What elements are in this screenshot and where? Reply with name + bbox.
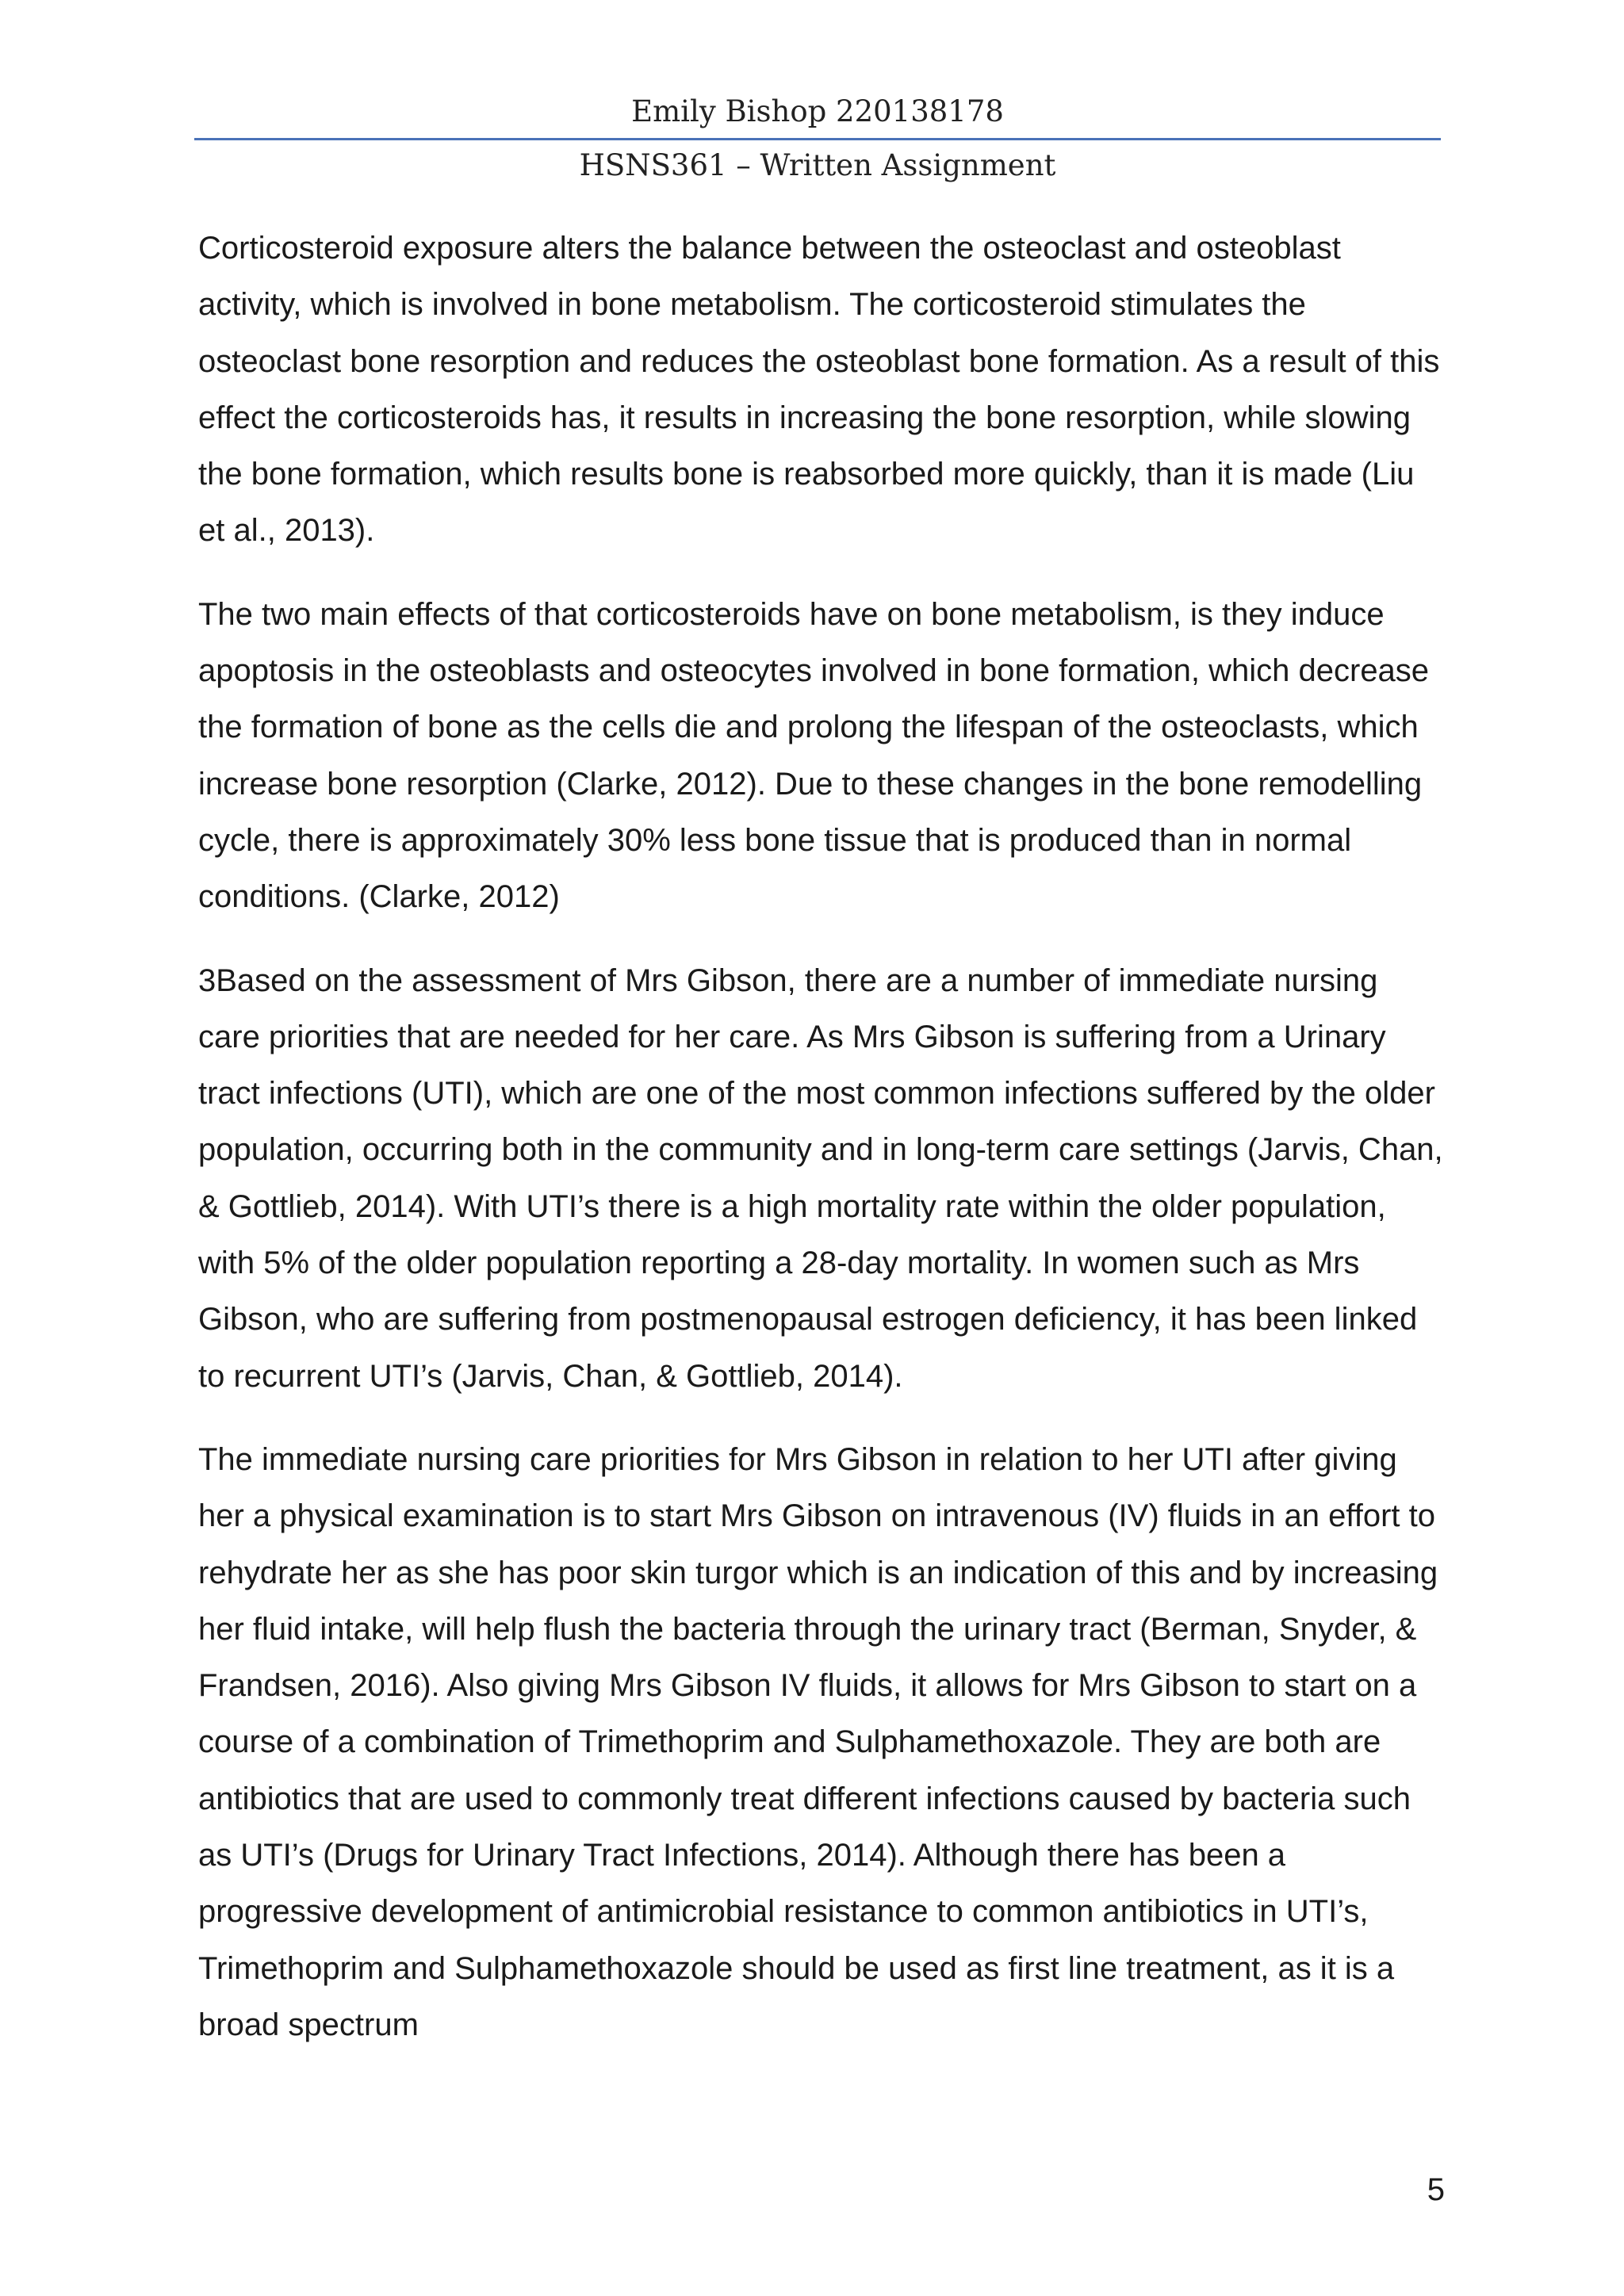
paragraph-corticosteroid-balance: Corticosteroid exposure alters the balance between the osteoclast and osteoblast activity, which is involved in bone metabolism. The corticosteroid stimulates the osteoclast bone resorption and reduces the osteoblast bone formation. As a result of this effect the corticosteroids has, it results in increasing the bone resorption, while slowing the bone formation, which results bone is reabsorbed more quickly, than it is made (Liu et al., 2013). bbox=[198, 231, 1440, 549]
page-number: 5 bbox=[1427, 2172, 1445, 2207]
document-body bbox=[198, 220, 1445, 2080]
paragraph-nursing-priorities-uti: 3Based on the assessment of Mrs Gibson, there are a number of immediate nursing care priorities that are needed for her care. As Mrs Gibson is suffering from a Urinary tract infections (UTI), which are one of the most common infections suffered by the older population, occurring both in the community and in long-term care settings (Jarvis, Chan, & Gottlieb, 2014). With UTI’s there is a high mortality rate within the older population, with 5% of the older population reporting a 28-day mortality. In women such as Mrs Gibson, who are suffering from postmenopausal estrogen deficiency, it has been linked to recurrent UTI’s (Jarvis, Chan, & Gottlieb, 2014). bbox=[198, 962, 1443, 1394]
paragraph-immediate-care-priorities: The immediate nursing care priorities for Mrs Gibson in relation to her UTI after giving her a physical examination is to start Mrs Gibson on intravenous (IV) fluids in an effort to rehydrate her as she has poor skin turgor which is an indication of this and by increasing her fluid intake, will help flush the bacteria through the urinary tract (Berman, Snyder, & Frandsen, 2016). Also giving Mrs Gibson IV fluids, it allows for Mrs Gibson to start on a course of a combination of Trimethoprim and Sulphamethoxazole. They are both are antibiotics that are used to commonly treat different infections caused by bacteria such as UTI’s (Drugs for Urinary Tract Infections, 2014). Although there has been a progressive development of antimicrobial resistance to common antibiotics in UTI’s, Trimethoprim and Sulphamethoxazole should be used as first line treatment, as it is a broad spectrum bbox=[198, 1441, 1438, 2042]
page-header bbox=[194, 89, 1441, 188]
header-author-line: Emily Bishop 220138178 bbox=[631, 94, 1004, 128]
paragraph-bone-metabolism-effects: The two main effects of that corticosteroids have on bone metabolism, is they induce apoptosis in the osteoblasts and osteocytes involved in bone formation, which decrease the formation of bone as the cells die and prolong the lifespan of the osteoclasts, which increase bone resorption (Clarke, 2012). Due to these changes in the bone remodelling cycle, there is approximately 30% less bone tissue that is produced than in normal conditions. (Clarke, 2012) bbox=[198, 596, 1430, 915]
header-course-line: HSNS361 – Written Assignment bbox=[579, 148, 1056, 182]
